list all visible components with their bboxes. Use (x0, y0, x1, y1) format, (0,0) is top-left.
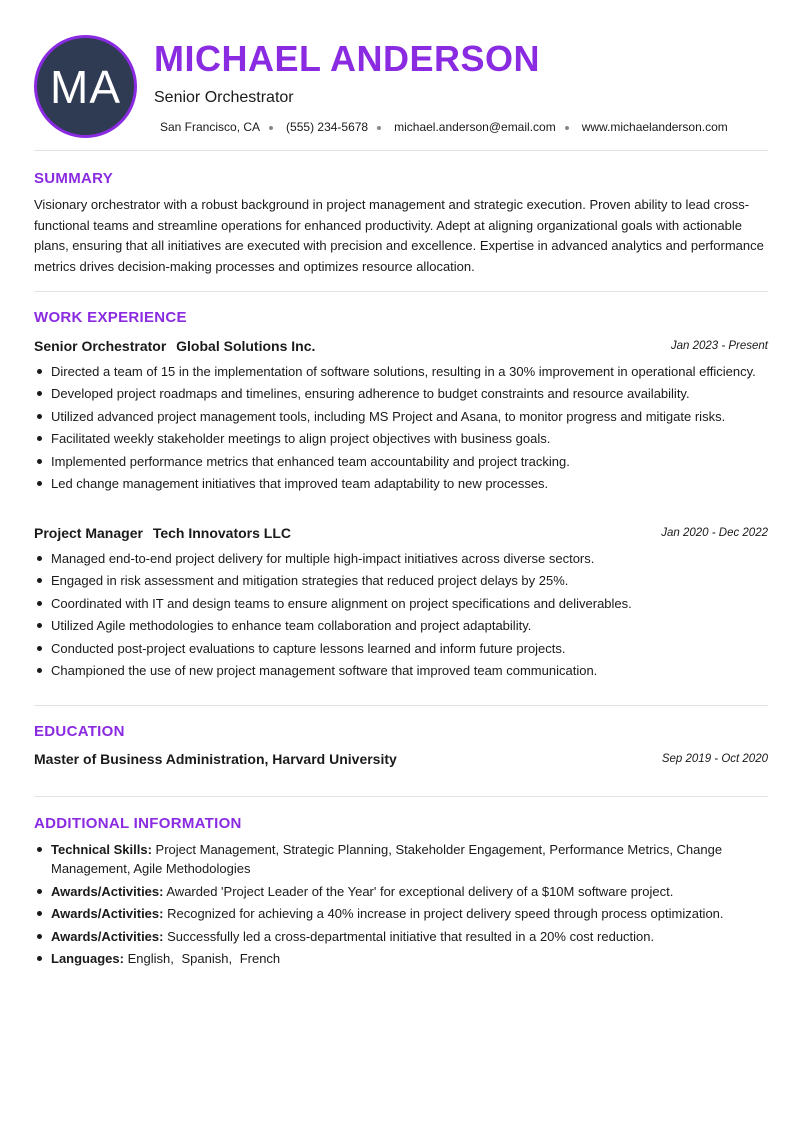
job-bullet-list (51, 362, 763, 496)
separator-dot-icon (269, 126, 273, 130)
list-item: Coordinated with IT and design teams to ensure alignment on project specifications and deliverables. (51, 594, 763, 613)
section-title-additional: ADDITIONAL INFORMATION (34, 815, 242, 832)
list-item: Conducted post-project evaluations to capture lessons learned and inform future projects. (51, 639, 763, 658)
divider (34, 291, 768, 292)
contact-email[interactable]: michael.anderson@email.com (394, 120, 556, 134)
section-title-education: EDUCATION (34, 723, 125, 740)
education-degree: Master of Business Administration, Harvard University (34, 751, 397, 767)
list-item: Developed project roadmaps and timelines, ensuring adherence to budget constraints and resource availability. (51, 384, 763, 403)
job-company: Global Solutions Inc. (176, 338, 316, 354)
item-text: Awarded 'Project Leader of the Year' for exceptional delivery of a $10M software project. (166, 883, 674, 899)
divider (34, 796, 768, 797)
job-position: Senior Orchestrator (34, 338, 167, 354)
item-label: Languages: (51, 951, 124, 967)
list-item: Facilitated weekly stakeholder meetings to align project objectives with business goals. (51, 429, 763, 448)
list-item: Implemented performance metrics that enhanced team accountability and project tracking. (51, 452, 763, 471)
job-header (34, 338, 768, 356)
separator-dot-icon (565, 126, 569, 130)
list-item: Managed end-to-end project delivery for multiple high-impact initiatives across diverse sectors. (51, 549, 763, 568)
candidate-role: Senior Orchestrator (154, 89, 294, 106)
list-item: Championed the use of new project management software that improved team communication. (51, 661, 763, 680)
item-text: Recognized for achieving a 40% increase in project delivery speed through process optimization. (167, 906, 724, 922)
separator-dot-icon (377, 126, 381, 130)
summary-text: Visionary orchestrator with a robust background in project management and strategic execution. Proven ability to lead cross-functional teams and streamline operations for enhanced productivity. Adept at aligning organizational goals with actionable plans, ensuring that all initiatives are executed with precision and excellence. Expertise in advanced analytics and performance metrics drives decision-making processes and optimizes resource allocation. (34, 197, 764, 274)
list-item: Utilized advanced project management tools, including MS Project and Asana, to monitor progress and mitigate risks. (51, 407, 763, 426)
item-label: Technical Skills: (51, 842, 152, 857)
list-item (51, 840, 763, 878)
item-label: Awards/Activities: (51, 883, 164, 899)
contact-phone: (555) 234-5678 (286, 120, 369, 134)
education-dates: Sep 2019 - Oct 2020 (661, 753, 768, 765)
item-label: Awards/Activities: (51, 906, 164, 922)
job-company: Tech Innovators LLC (152, 525, 292, 541)
job-position: Project Manager (34, 525, 143, 541)
avatar-initials: MA (50, 60, 121, 113)
job-dates: Jan 2023 - Present (670, 340, 768, 352)
list-item (51, 927, 763, 946)
list-item: Directed a team of 15 in the implementation of software solutions, resulting in a 30% improvement in operational efficiency. (51, 362, 763, 381)
languages-item (51, 949, 763, 968)
language: French (239, 951, 281, 967)
list-item: Led change management initiatives that improved team adaptability to new processes. (51, 474, 763, 493)
divider (34, 705, 768, 706)
contact-website[interactable]: www.michaelanderson.com (581, 120, 728, 134)
list-item: Utilized Agile methodologies to enhance team collaboration and project adaptability. (51, 616, 763, 635)
resume-header (0, 0, 800, 150)
item-label: Awards/Activities: (51, 928, 164, 944)
section-title-experience: WORK EXPERIENCE (34, 309, 187, 326)
language: Spanish, (181, 951, 233, 967)
divider (34, 150, 768, 151)
list-item: Engaged in risk assessment and mitigation strategies that reduced project delays by 25%. (51, 571, 763, 590)
education-entry (34, 751, 768, 769)
contact-location: San Francisco, CA (160, 120, 261, 134)
job-bullet-list (51, 549, 763, 683)
contact-row (160, 120, 728, 134)
job-dates: Jan 2020 - Dec 2022 (661, 527, 768, 539)
section-title-summary: SUMMARY (34, 170, 114, 187)
item-text: Successfully led a cross-departmental initiative that resulted in a 20% cost reduction. (167, 928, 655, 944)
additional-info-list (51, 840, 763, 972)
job-header (34, 525, 768, 543)
list-item (51, 904, 763, 923)
item-text: Project Management, Strategic Planning, Stakeholder Engagement, Performance Metrics, Change Management, Agile Methodologies (51, 842, 723, 876)
list-item (51, 882, 763, 901)
job-title-line (34, 525, 291, 541)
job-title-line (34, 338, 315, 354)
avatar (34, 35, 137, 138)
candidate-name: MICHAEL ANDERSON (154, 38, 541, 79)
language: English, (127, 951, 174, 967)
